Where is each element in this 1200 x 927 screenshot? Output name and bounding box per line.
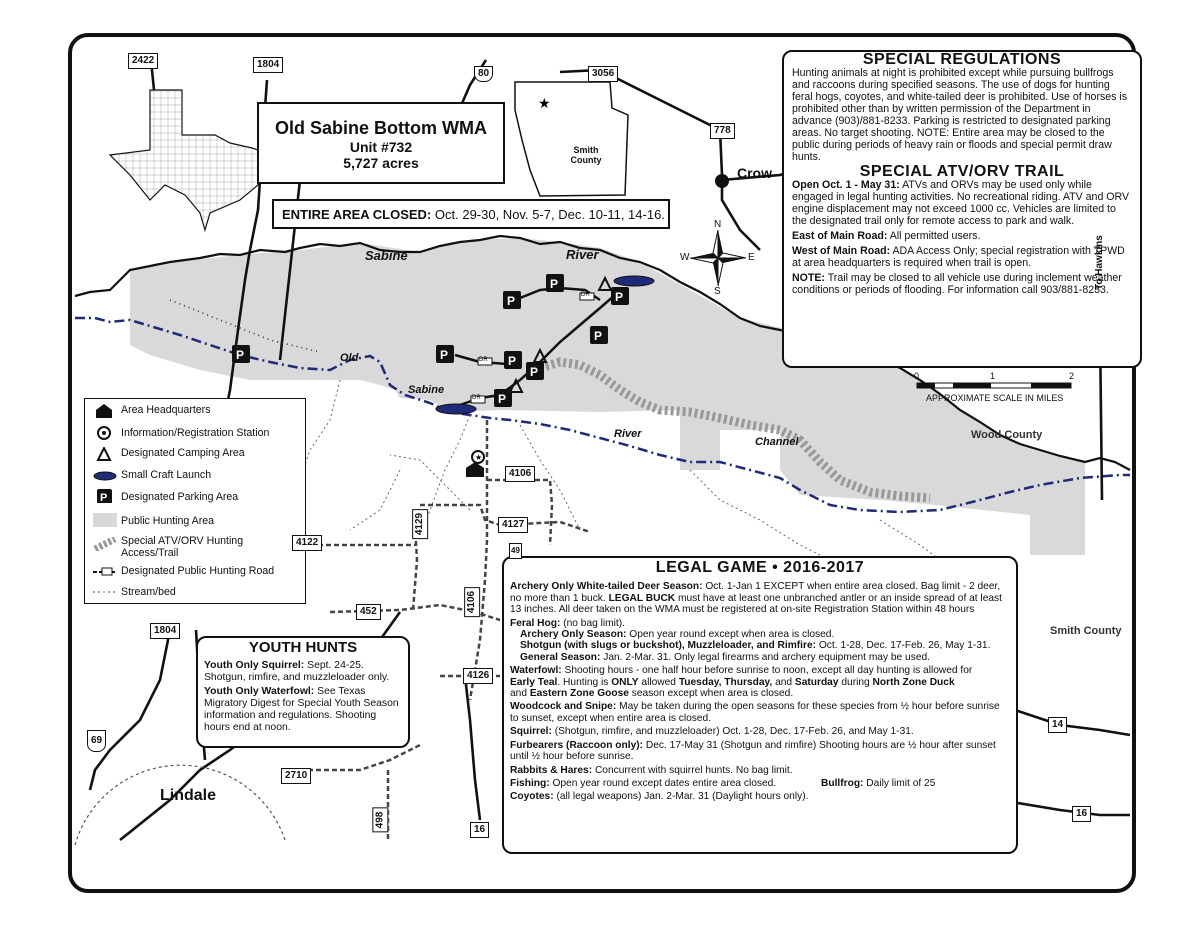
dr-label-2: DR	[479, 357, 488, 363]
youth-heading: YOUTH HUNTS	[248, 639, 358, 656]
hunting-road-symbol	[93, 565, 117, 579]
compass-w: W	[680, 252, 690, 263]
atv-east-label: East of Main Road:	[792, 230, 888, 242]
scale-2: 2	[1069, 371, 1075, 381]
coyote-label: Coyotes:	[510, 791, 554, 803]
legal-game-box	[502, 556, 1018, 854]
and-text: and	[775, 676, 793, 688]
compass-s: S	[714, 286, 721, 297]
legal-buck: LEGAL BUCK	[608, 592, 676, 604]
closure-dates: Oct. 29-30, Nov. 5-7, Dec. 10-11, 14-16.	[434, 207, 665, 222]
stream-symbol	[93, 585, 117, 599]
road-shield-778: 778	[710, 123, 735, 139]
road-shield-498: 498	[372, 808, 388, 833]
woodcock-entry	[510, 701, 1010, 724]
road-shield-4127: 4127	[498, 517, 528, 533]
atv-east-text: All permitted users.	[889, 230, 981, 242]
crow-label: Crow	[737, 165, 772, 181]
rabbit-label: Rabbits & Hares:	[510, 764, 593, 776]
saturday-text: Saturday	[794, 676, 839, 688]
compass-n: N	[714, 219, 722, 230]
sabine-label: Sabine	[365, 248, 408, 263]
waterfowl-text2: . Hunting is	[557, 676, 609, 688]
svg-text:P: P	[508, 354, 517, 368]
hog-shotgun-label: Shotgun (with slugs or buckshot), Muzzleloader, and Rimfire:	[520, 640, 817, 652]
rabbit-entry	[510, 765, 1010, 776]
atv-east	[792, 230, 1132, 242]
dr-label-3: DR	[472, 395, 481, 401]
youth-squirrel-label: Youth Only Squirrel:	[204, 659, 305, 671]
youth-squirrel	[204, 660, 402, 684]
road-shield-3056: 3056	[588, 66, 618, 82]
legal-game-heading: LEGAL GAME • 2016-2017	[655, 559, 865, 576]
wma-acres: 5,727 acres	[343, 155, 419, 171]
road-shield-69: 69	[87, 730, 106, 752]
rabbit-text: Concurrent with squirrel hunts. No bag limit.	[594, 764, 793, 776]
youth-squirrel-text: Sept. 24-25. Shotgun, rimfire, and muzzleloader only.	[204, 659, 390, 683]
road-shield-4129: 4129	[412, 509, 428, 539]
channel-label: Channel	[755, 436, 799, 448]
wma-unit: Unit #732	[349, 139, 413, 155]
hog-archery-label: Archery Only Season:	[520, 629, 627, 641]
hog-general	[510, 652, 1010, 663]
svg-text:P: P	[615, 290, 624, 304]
atv-open-text: ATVs and ORVs may be used only while engaged in legal hunting activities. No recreational riding. ATV and ORV engine displacement may not exceed 1000 cc. Vehicles are limited to the designated trail only for remote access to park and walk.	[792, 179, 1130, 227]
early-teal: Early Teal	[510, 676, 558, 688]
bullfrog-label: Bullfrog:	[821, 777, 864, 789]
scale-1: 1	[990, 371, 996, 381]
to-hawkins-label: To Hawkins	[1094, 235, 1105, 290]
hog-general-label: General Season:	[520, 651, 601, 663]
boat-launch-icon	[93, 469, 117, 483]
atv-trail-swatch	[93, 537, 117, 551]
coyote-text: (all legal weapons) Jan. 2-Mar. 31 (Daylight hours only).	[556, 791, 809, 803]
road-shield-80: 80	[474, 66, 493, 82]
scale-bar	[917, 383, 1071, 388]
archery-text2: must have at least one unbranched antler or an inside spread of at least 13 inches. All deer taken on the WMA must be registered at on-site Registration Station within 48 hours	[510, 592, 1002, 616]
old-label: Old	[340, 352, 359, 364]
road-shield-1804a: 1804	[253, 57, 283, 73]
road-shield-49: 49	[509, 543, 522, 559]
woodcock-text: May be taken during the open seasons for these species from ½ hour before sunrise to sunset, except when entire area is closed.	[510, 701, 1000, 724]
camping-icon	[93, 447, 117, 461]
and2-text: and	[510, 688, 527, 700]
special-regulations-text: Hunting animals at night is prohibited except while pursuing bullfrogs and raccoons during specified seasons. The use of dogs for hunting feral hogs, coyotes, and white-tailed deer is prohibited. Use of horses is prohibited other than by written permission of the Department in advance (903)/881-8233. Parking is restricted to designated parking areas. No target shooting. NOTE: Entire area may be closed to the public during periods of heavy rain or floods and special permit draw hunts.	[792, 67, 1128, 163]
atv-open	[792, 179, 1132, 227]
svg-text:P: P	[594, 329, 603, 343]
road-shield-4106a: 4106	[505, 466, 535, 482]
legend-label-hunting-road: Designated Public Hunting Road	[121, 565, 275, 577]
road-shield-4122: 4122	[292, 535, 322, 551]
svg-text:P: P	[100, 492, 108, 503]
squirrel-text: (Shotgun, rimfire, and muzzleloader) Oct. 1-28, Dec. 17-Feb. 26, and May 1-31.	[554, 726, 914, 738]
furbearer-text: Dec. 17-May 31 (Shotgun and rimfire) Shooting hours are ½ hour after sunset until ½ hour before sunrise.	[510, 739, 996, 763]
compass-e: E	[748, 252, 755, 263]
only-text: ONLY	[611, 676, 639, 688]
river-label: River	[566, 247, 599, 262]
smith-county-label: Smith County	[1050, 625, 1122, 637]
atv-west	[792, 245, 1132, 269]
hog-shotgun	[510, 640, 1010, 651]
svg-text:P: P	[550, 277, 559, 291]
road-shield-16b: 16	[1072, 806, 1091, 822]
atv-open-label: Open Oct. 1 - May 31:	[792, 179, 900, 191]
legend-label-registration: Information/Registration Station	[121, 427, 270, 439]
waterfowl-entry	[510, 665, 1010, 699]
road-shield-4126: 4126	[463, 668, 493, 684]
sabine2-label: Sabine	[408, 384, 445, 396]
registration-station-icon	[93, 426, 117, 440]
dr-label-1: DR	[581, 292, 590, 298]
scale-caption: APPROXIMATE SCALE IN MILES	[926, 393, 1064, 403]
road-shield-4106b: 4106	[464, 587, 480, 617]
atv-note-text: Trail may be closed to all vehicle use during inclement weather conditions or periods of flooding. For information call 903/881-8233.	[792, 272, 1122, 296]
tuesday-text: Tuesday, Thursday,	[678, 676, 773, 688]
closure-box	[272, 199, 670, 229]
special-regulations-heading: SPECIAL REGULATIONS	[862, 51, 1062, 68]
legend-label-stream: Stream/bed	[121, 586, 176, 598]
hog-text: (no bag limit).	[563, 617, 625, 629]
fishing-text: Open year round except dates entire area closed.	[552, 777, 777, 789]
fishing-label: Fishing:	[510, 777, 550, 789]
legend-label-boat-launch: Small Craft Launch	[121, 469, 212, 481]
svg-text:★: ★	[475, 453, 483, 462]
legend-label-parking: Designated Parking Area	[121, 491, 239, 503]
waterfowl-text4: season except when area is closed.	[631, 688, 794, 700]
svg-text:P: P	[236, 348, 245, 362]
atv-west-text: ADA Access Only; special registration with TPWD at area headquarters is required when trail is open.	[792, 245, 1125, 269]
road-shield-2710: 2710	[281, 768, 311, 784]
hog-entry	[510, 618, 1010, 629]
legend-label-camping: Designated Camping Area	[121, 447, 245, 459]
river2-label: River	[614, 428, 642, 440]
title-box	[257, 102, 505, 184]
svg-text:★: ★	[538, 96, 551, 112]
fishing-entry	[510, 778, 1010, 789]
special-regulations-box	[782, 50, 1142, 368]
crow-town-dot	[715, 174, 729, 188]
archery-label: Archery Only White-tailed Deer Season:	[510, 581, 703, 593]
legend-box	[84, 398, 306, 604]
lindale-label: Lindale	[160, 787, 217, 804]
hog-general-text: Jan. 2-Mar. 31. Only legal firearms and archery equipment may be used.	[603, 651, 930, 663]
archery-text1: Oct. 1-Jan 1 EXCEPT when entire area closed. Bag limit - 2 deer, no more than 1 buck.	[510, 581, 1001, 604]
road-shield-452: 452	[356, 604, 381, 620]
road-shield-1804b: 1804	[150, 623, 180, 639]
waterfowl-text1: Shooting hours - one half hour before sunrise to noon, except all day hunting is allowed for	[564, 665, 973, 677]
during-text: during	[841, 676, 870, 688]
parking-icon	[93, 489, 117, 503]
coyote-entry	[510, 791, 1010, 802]
hog-archery-text: Open year round except when area is closed.	[629, 629, 835, 641]
furbearer-entry	[510, 740, 1010, 763]
youth-waterfowl-text: See Texas Migratory Digest for Special Youth Season information and regulations. Shooting hours end at noon.	[204, 686, 399, 733]
legend-label-headquarters: Area Headquarters	[121, 404, 211, 416]
road-shield-16a: 16	[470, 822, 489, 838]
hunting-area-swatch	[93, 513, 117, 527]
youth-waterfowl	[204, 686, 402, 733]
atv-note	[792, 272, 1132, 296]
legend-label-hunting-area: Public Hunting Area	[121, 515, 215, 527]
wma-title: Old Sabine Bottom WMA	[275, 118, 487, 138]
inset-county-label: Smith County	[570, 145, 602, 165]
svg-text:P: P	[498, 392, 507, 406]
road-shield-2422: 2422	[128, 53, 158, 69]
road-shield-14: 14	[1048, 717, 1067, 733]
youth-waterfowl-label: Youth Only Waterfowl:	[204, 686, 315, 698]
eastern-zone-text: Eastern Zone Goose	[529, 688, 629, 700]
svg-text:P: P	[440, 348, 449, 362]
hog-label: Feral Hog:	[510, 617, 561, 629]
scale-0: 0	[914, 371, 920, 381]
youth-hunts-box	[196, 636, 410, 748]
atv-note-label: NOTE:	[792, 272, 825, 284]
closure-label: ENTIRE AREA CLOSED:	[282, 207, 432, 222]
squirrel-entry	[510, 726, 1010, 737]
woodcock-label: Woodcock and Snipe:	[510, 701, 617, 713]
svg-text:P: P	[507, 294, 516, 308]
atv-heading: SPECIAL ATV/ORV TRAIL	[859, 163, 1065, 180]
bullfrog-text: Daily limit of 25	[866, 777, 936, 789]
headquarters-icon	[93, 404, 117, 418]
north-zone-text: North Zone Duck	[872, 676, 955, 688]
waterfowl-label: Waterfowl:	[510, 665, 562, 677]
hog-shotgun-text: Oct. 1-28, Dec. 17-Feb. 26, May 1-31.	[818, 640, 991, 652]
hog-archery	[510, 629, 1010, 640]
furbearer-label: Furbearers (Raccoon only):	[510, 739, 644, 751]
waterfowl-text3: allowed	[641, 676, 676, 688]
wood-county-label: Wood County	[971, 429, 1043, 441]
squirrel-label: Squirrel:	[510, 726, 552, 738]
archery-entry	[510, 581, 1010, 615]
legend-label-atv-trail: Special ATV/ORV Hunting Access/Trail	[121, 535, 244, 559]
registration-station-marker	[472, 451, 484, 463]
svg-text:P: P	[530, 365, 539, 379]
atv-west-label: West of Main Road:	[792, 245, 891, 257]
